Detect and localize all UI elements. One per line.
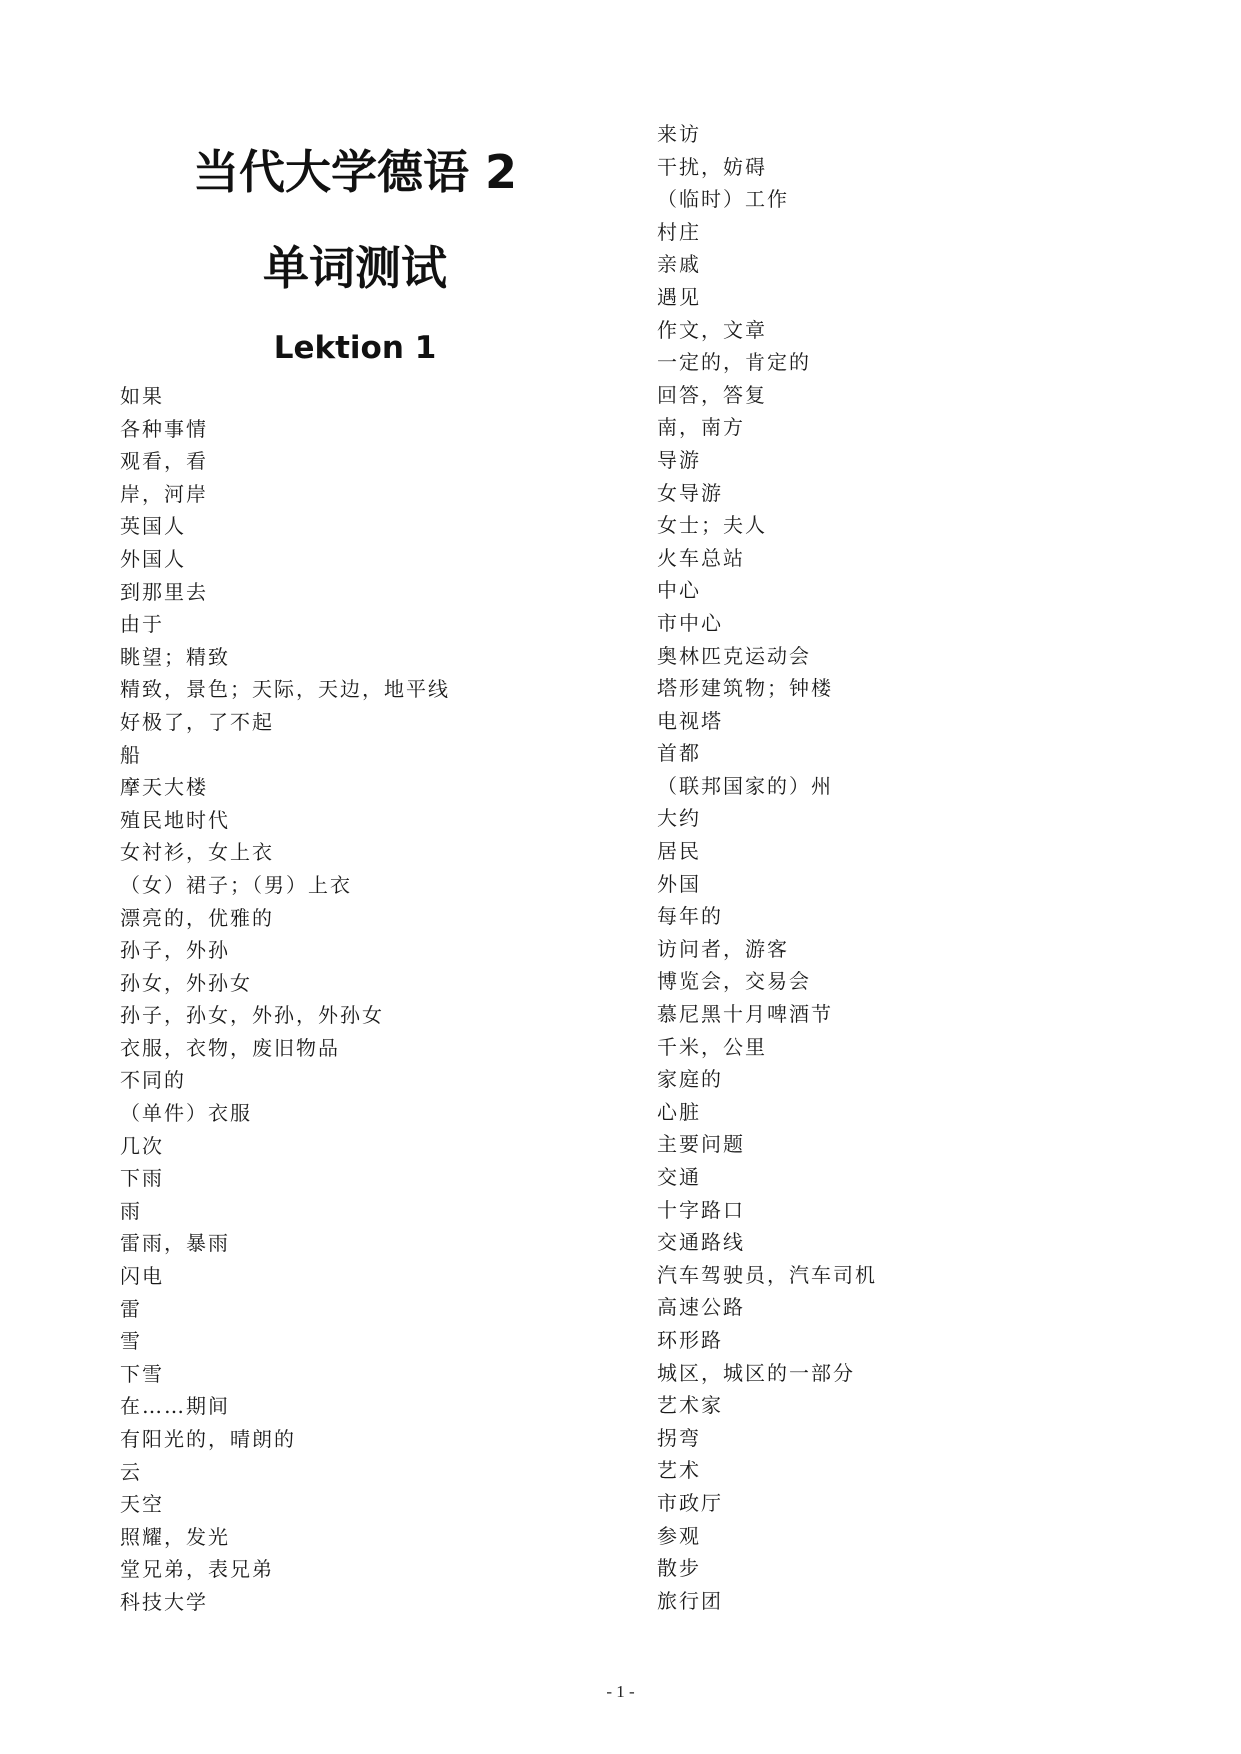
vocabulary-item: 高速公路 bbox=[657, 1295, 745, 1320]
vocabulary-item: 干扰，妨碍 bbox=[657, 154, 767, 179]
vocabulary-item: 交通 bbox=[657, 1165, 701, 1189]
vocabulary-item: 中心 bbox=[657, 578, 701, 603]
vocabulary-item: 村庄 bbox=[657, 219, 701, 244]
vocabulary-item: 博览会，交易会 bbox=[657, 969, 811, 994]
vocabulary-item: 千米，公里 bbox=[657, 1034, 767, 1059]
vocabulary-item: 女士；夫人 bbox=[657, 513, 767, 538]
vocabulary-item: 孙女，外孙女 bbox=[120, 970, 252, 995]
vocabulary-item: 旅行团 bbox=[657, 1588, 723, 1613]
vocabulary-item: 市中心 bbox=[657, 610, 723, 635]
vocabulary-item: 天空 bbox=[120, 1492, 164, 1517]
vocabulary-item: 女导游 bbox=[657, 480, 723, 505]
vocabulary-item: 主要问题 bbox=[657, 1132, 745, 1157]
vocabulary-item: 访问者，游客 bbox=[657, 936, 789, 961]
vocabulary-item: 散步 bbox=[657, 1556, 701, 1581]
vocabulary-item: 一定的，肯定的 bbox=[657, 350, 811, 375]
vocabulary-item: 由于 bbox=[120, 612, 164, 637]
vocabulary-item: 市政厅 bbox=[657, 1490, 723, 1515]
vocabulary-item: 每年的 bbox=[657, 904, 723, 929]
vocabulary-item: 火车总站 bbox=[657, 545, 745, 570]
vocabulary-item: 大约 bbox=[657, 806, 701, 831]
vocabulary-item: 精致，景色；天际，天边，地平线 bbox=[120, 677, 450, 702]
vocabulary-item: 环形路 bbox=[657, 1327, 723, 1352]
vocabulary-item: 外国 bbox=[657, 871, 701, 896]
vocabulary-item: （联邦国家的）州 bbox=[657, 773, 833, 798]
vocabulary-item: 有阳光的，晴朗的 bbox=[120, 1427, 296, 1451]
vocabulary-item: 导游 bbox=[657, 447, 701, 472]
vocabulary-item: 奥林匹克运动会 bbox=[657, 643, 811, 668]
lesson-heading: Lektion 1 bbox=[273, 330, 437, 366]
document-subtitle: 单词测试 bbox=[263, 241, 447, 295]
vocabulary-item: 英国人 bbox=[120, 514, 186, 539]
vocabulary-item: 到那里去 bbox=[120, 579, 208, 604]
vocabulary-item: 南，南方 bbox=[657, 415, 745, 440]
vocabulary-item: 电视塔 bbox=[657, 708, 723, 733]
vocabulary-item: 参观 bbox=[657, 1523, 701, 1548]
vocabulary-item: 岸，河岸 bbox=[120, 481, 208, 506]
vocabulary-item: 在……期间 bbox=[120, 1394, 230, 1419]
vocabulary-item: 雷 bbox=[120, 1296, 142, 1321]
vocabulary-item: 摩天大楼 bbox=[120, 775, 208, 800]
vocabulary-item: 塔形建筑物；钟楼 bbox=[657, 676, 833, 701]
vocabulary-item: 殖民地时代 bbox=[120, 807, 230, 832]
vocabulary-item: 下雪 bbox=[120, 1361, 164, 1386]
vocabulary-item: 孙子，孙女，外孙，外孙女 bbox=[120, 1003, 384, 1028]
vocabulary-item: 回答，答复 bbox=[657, 382, 767, 407]
vocabulary-item: 孙子，外孙 bbox=[120, 938, 230, 963]
vocabulary-item: 衣服，衣物，废旧物品 bbox=[120, 1035, 340, 1060]
vocabulary-item: 心脏 bbox=[657, 1099, 701, 1124]
vocabulary-item: 外国人 bbox=[120, 546, 186, 571]
vocabulary-item: 眺望；精致 bbox=[120, 644, 230, 669]
vocabulary-item: 家庭的 bbox=[657, 1067, 723, 1092]
vocabulary-item: 女衬衫，女上衣 bbox=[120, 840, 274, 865]
vocabulary-item: 遇见 bbox=[657, 284, 701, 309]
vocabulary-item: 照耀，发光 bbox=[120, 1524, 230, 1549]
vocabulary-item: 艺术 bbox=[657, 1458, 701, 1483]
vocabulary-item: （临时）工作 bbox=[657, 187, 789, 212]
vocabulary-item: 科技大学 bbox=[120, 1589, 208, 1614]
vocabulary-item: 拐弯 bbox=[657, 1425, 701, 1450]
vocabulary-item: 城区，城区的一部分 bbox=[657, 1360, 855, 1385]
vocabulary-item: 几次 bbox=[120, 1133, 164, 1158]
vocabulary-item: 雪 bbox=[120, 1329, 142, 1354]
vocabulary-item: 漂亮的，优雅的 bbox=[120, 905, 274, 930]
vocabulary-item: 如果 bbox=[120, 384, 164, 408]
vocabulary-item: （女）裙子；（男）上衣 bbox=[120, 872, 352, 897]
vocabulary-item: 来访 bbox=[657, 122, 701, 146]
vocabulary-item: 交通路线 bbox=[657, 1230, 745, 1255]
vocabulary-list-left bbox=[120, 380, 640, 1619]
vocabulary-item: 闪电 bbox=[120, 1264, 164, 1289]
vocabulary-item: 堂兄弟，表兄弟 bbox=[120, 1557, 274, 1582]
vocabulary-item: 居民 bbox=[657, 839, 701, 864]
vocabulary-item: 好极了，了不起 bbox=[120, 709, 274, 734]
vocabulary-item: 观看，看 bbox=[120, 449, 208, 474]
vocabulary-item: 亲戚 bbox=[657, 252, 701, 277]
vocabulary-item: 不同的 bbox=[120, 1068, 186, 1093]
page-number: - 1 - bbox=[606, 1682, 635, 1701]
vocabulary-item: 下雨 bbox=[120, 1166, 164, 1191]
vocabulary-item: 十字路口 bbox=[657, 1197, 745, 1222]
document-title: 当代大学德语 2 bbox=[192, 145, 518, 199]
vocabulary-item: 汽车驾驶员，汽车司机 bbox=[657, 1262, 877, 1287]
vocabulary-item: 各种事情 bbox=[120, 416, 208, 441]
vocabulary-item: 艺术家 bbox=[657, 1393, 723, 1418]
vocabulary-list-right bbox=[657, 118, 1197, 1617]
vocabulary-item: （单件）衣服 bbox=[120, 1101, 252, 1126]
vocabulary-item: 慕尼黑十月啤酒节 bbox=[657, 1002, 833, 1027]
vocabulary-item: 雨 bbox=[120, 1198, 142, 1223]
vocabulary-item: 雷雨，暴雨 bbox=[120, 1231, 230, 1256]
vocabulary-item: 作文，文章 bbox=[657, 317, 767, 342]
vocabulary-item: 首都 bbox=[657, 741, 701, 766]
vocabulary-item: 云 bbox=[120, 1459, 142, 1484]
vocabulary-item: 船 bbox=[120, 742, 142, 767]
